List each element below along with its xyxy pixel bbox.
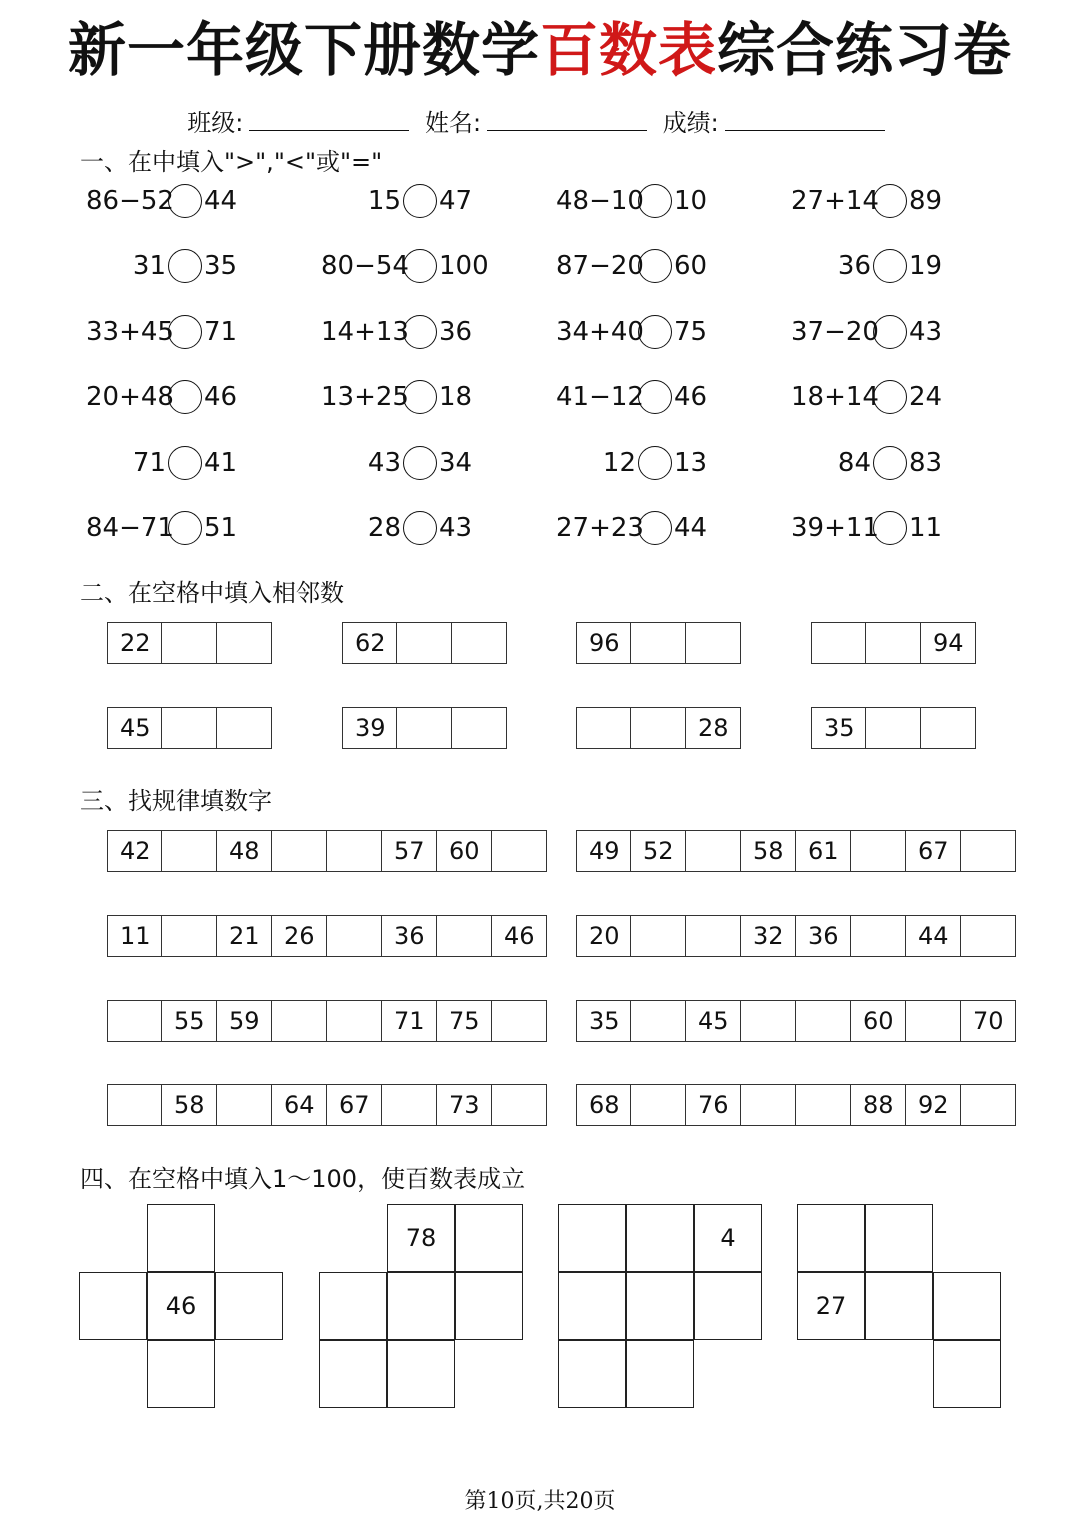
number-cell: 71 xyxy=(382,1000,437,1042)
pattern-row xyxy=(107,915,547,957)
blank-cell[interactable] xyxy=(217,1084,272,1126)
compare-left: 27+23 xyxy=(556,513,644,543)
blank-cell[interactable] xyxy=(631,622,686,664)
compare-left: 33+45 xyxy=(86,316,174,347)
compare-item xyxy=(321,313,472,351)
number-cell: 57 xyxy=(382,830,437,872)
compare-left: 31 xyxy=(132,251,166,282)
answer-circle[interactable] xyxy=(873,511,907,545)
compare-left: 12 xyxy=(602,447,636,478)
blank-cell[interactable] xyxy=(933,1340,1001,1408)
neighbor-group xyxy=(811,707,976,749)
blank-cell[interactable] xyxy=(851,830,906,872)
compare-item xyxy=(321,444,472,482)
number-cell: 21 xyxy=(217,915,272,957)
blank-cell[interactable] xyxy=(961,1084,1016,1126)
blank-cell[interactable] xyxy=(162,707,217,749)
blank-cell[interactable] xyxy=(631,1084,686,1126)
number-cell: 67 xyxy=(906,830,961,872)
blank-cell[interactable] xyxy=(327,915,382,957)
number-cell: 39 xyxy=(342,707,397,749)
pattern-row xyxy=(576,830,1016,872)
blank-cell[interactable] xyxy=(933,1272,1001,1340)
class-blank[interactable] xyxy=(249,106,409,131)
answer-circle[interactable] xyxy=(168,380,202,414)
compare-left: 37−20 xyxy=(791,316,879,347)
number-cell: 94 xyxy=(921,622,976,664)
neighbor-group xyxy=(576,622,741,664)
page-footer: 第10页,共20页 xyxy=(464,1489,616,1514)
answer-circle[interactable] xyxy=(638,249,672,283)
blank-cell[interactable] xyxy=(147,1204,215,1272)
compare-left: 39+11 xyxy=(791,513,879,543)
compare-left: 84 xyxy=(837,447,871,478)
compare-item xyxy=(86,247,237,285)
number-cell: 64 xyxy=(272,1084,327,1126)
answer-circle[interactable] xyxy=(168,446,202,480)
compare-left: 20+48 xyxy=(86,382,174,413)
compare-right: 51 xyxy=(204,513,238,543)
compare-item xyxy=(791,444,942,482)
compare-item xyxy=(86,182,237,220)
title-part2: 综合练习卷 xyxy=(717,16,1013,84)
compare-right: 71 xyxy=(204,316,238,347)
blank-cell[interactable] xyxy=(558,1204,626,1272)
number-cell: 92 xyxy=(906,1084,961,1126)
neighbor-group xyxy=(342,707,507,749)
compare-right: 83 xyxy=(909,447,943,478)
compare-right: 36 xyxy=(439,316,473,347)
number-cell: 75 xyxy=(437,1000,492,1042)
answer-circle[interactable] xyxy=(403,446,437,480)
compare-right: 60 xyxy=(674,251,708,282)
compare-item xyxy=(791,509,942,547)
compare-left: 71 xyxy=(132,447,166,478)
number-cell: 4 xyxy=(694,1204,762,1272)
blank-cell[interactable] xyxy=(686,915,741,957)
compare-item xyxy=(321,182,472,220)
blank-cell[interactable] xyxy=(686,622,741,664)
answer-circle[interactable] xyxy=(638,315,672,349)
number-cell: 88 xyxy=(851,1084,906,1126)
answer-circle[interactable] xyxy=(873,249,907,283)
compare-item xyxy=(791,247,942,285)
blank-cell[interactable] xyxy=(272,1000,327,1042)
neighbor-group xyxy=(576,707,741,749)
number-cell: 73 xyxy=(437,1084,492,1126)
blank-cell[interactable] xyxy=(796,1084,851,1126)
answer-circle[interactable] xyxy=(638,511,672,545)
number-cell: 59 xyxy=(217,1000,272,1042)
blank-cell[interactable] xyxy=(741,1000,796,1042)
blank-cell[interactable] xyxy=(626,1272,694,1340)
answer-circle[interactable] xyxy=(873,184,907,218)
blank-cell[interactable] xyxy=(397,622,452,664)
blank-cell[interactable] xyxy=(217,622,272,664)
blank-cell[interactable] xyxy=(107,1084,162,1126)
number-cell: 45 xyxy=(107,707,162,749)
blank-cell[interactable] xyxy=(811,622,866,664)
blank-cell[interactable] xyxy=(492,1000,547,1042)
compare-left: 48−10 xyxy=(556,186,644,216)
pattern-row xyxy=(576,1000,1016,1042)
blank-cell[interactable] xyxy=(797,1204,865,1272)
blank-cell[interactable] xyxy=(147,1340,215,1408)
blank-cell[interactable] xyxy=(79,1272,147,1340)
answer-circle[interactable] xyxy=(638,184,672,218)
number-cell: 27 xyxy=(797,1272,865,1340)
blank-cell[interactable] xyxy=(866,622,921,664)
compare-right: 41 xyxy=(204,447,238,478)
blank-cell[interactable] xyxy=(215,1272,283,1340)
number-cell: 76 xyxy=(686,1084,741,1126)
number-cell: 46 xyxy=(147,1272,215,1340)
compare-item xyxy=(791,313,942,351)
compare-left: 43 xyxy=(367,447,401,478)
compare-item xyxy=(321,378,472,416)
answer-circle[interactable] xyxy=(873,380,907,414)
compare-left: 36 xyxy=(837,251,871,282)
info-line xyxy=(0,106,1080,140)
blank-cell[interactable] xyxy=(921,707,976,749)
compare-item xyxy=(791,182,942,220)
blank-cell[interactable] xyxy=(455,1272,523,1340)
compare-right: 44 xyxy=(674,513,708,543)
compare-right: 89 xyxy=(909,186,943,216)
number-cell: 67 xyxy=(327,1084,382,1126)
blank-cell[interactable] xyxy=(437,915,492,957)
blank-cell[interactable] xyxy=(961,915,1016,957)
compare-item xyxy=(86,313,237,351)
answer-circle[interactable] xyxy=(403,315,437,349)
number-cell: 96 xyxy=(576,622,631,664)
blank-cell[interactable] xyxy=(272,830,327,872)
compare-right: 19 xyxy=(909,251,943,282)
blank-cell[interactable] xyxy=(576,707,631,749)
number-cell: 11 xyxy=(107,915,162,957)
blank-cell[interactable] xyxy=(327,1000,382,1042)
page-title xyxy=(0,14,1080,86)
compare-right: 75 xyxy=(674,316,708,347)
compare-right: 46 xyxy=(674,382,708,413)
section-2-heading: 二、在空格中填入相邻数 xyxy=(80,579,344,607)
blank-cell[interactable] xyxy=(319,1272,387,1340)
blank-cell[interactable] xyxy=(866,707,921,749)
pattern-row xyxy=(107,1084,547,1126)
answer-circle[interactable] xyxy=(168,315,202,349)
compare-item xyxy=(321,509,472,547)
blank-cell[interactable] xyxy=(162,915,217,957)
pattern-row xyxy=(107,830,547,872)
number-cell: 26 xyxy=(272,915,327,957)
answer-circle[interactable] xyxy=(168,511,202,545)
answer-circle[interactable] xyxy=(403,184,437,218)
compare-item xyxy=(556,444,707,482)
compare-left: 15 xyxy=(367,186,401,216)
compare-left: 13+25 xyxy=(321,382,409,413)
blank-cell[interactable] xyxy=(327,830,382,872)
compare-right: 13 xyxy=(674,447,708,478)
answer-circle[interactable] xyxy=(403,380,437,414)
score-blank[interactable] xyxy=(725,106,885,131)
number-cell: 68 xyxy=(576,1084,631,1126)
compare-left: 14+13 xyxy=(321,316,409,347)
name-blank[interactable] xyxy=(487,106,647,131)
compare-right: 10 xyxy=(674,186,708,216)
blank-cell[interactable] xyxy=(387,1272,455,1340)
answer-circle[interactable] xyxy=(638,380,672,414)
blank-cell[interactable] xyxy=(558,1340,626,1408)
compare-left: 86−52 xyxy=(86,186,174,216)
blank-cell[interactable] xyxy=(387,1340,455,1408)
compare-right: 35 xyxy=(204,251,238,282)
blank-cell[interactable] xyxy=(631,915,686,957)
compare-right: 47 xyxy=(439,186,473,216)
number-cell: 20 xyxy=(576,915,631,957)
compare-left: 34+40 xyxy=(556,316,644,347)
section-3-heading: 三、找规律填数字 xyxy=(80,787,272,815)
compare-left: 27+14 xyxy=(791,186,879,216)
blank-cell[interactable] xyxy=(694,1272,762,1340)
number-cell: 58 xyxy=(162,1084,217,1126)
compare-item xyxy=(556,247,707,285)
answer-circle[interactable] xyxy=(168,184,202,218)
compare-item xyxy=(86,509,237,547)
compare-right: 43 xyxy=(439,513,473,543)
number-cell: 42 xyxy=(107,830,162,872)
number-cell: 55 xyxy=(162,1000,217,1042)
compare-right: 11 xyxy=(909,513,943,543)
compare-left: 28 xyxy=(367,513,401,543)
blank-cell[interactable] xyxy=(397,707,452,749)
section-4-heading: 四、在空格中填入1～100，使百数表成立 xyxy=(80,1165,526,1193)
compare-right: 24 xyxy=(909,382,943,413)
answer-circle[interactable] xyxy=(873,446,907,480)
number-cell: 28 xyxy=(686,707,741,749)
blank-cell[interactable] xyxy=(452,622,507,664)
answer-circle[interactable] xyxy=(168,249,202,283)
blank-cell[interactable] xyxy=(217,707,272,749)
blank-cell[interactable] xyxy=(626,1204,694,1272)
number-cell: 44 xyxy=(906,915,961,957)
number-cell: 49 xyxy=(576,830,631,872)
pattern-row xyxy=(576,1084,1016,1126)
number-cell: 22 xyxy=(107,622,162,664)
compare-left: 41−12 xyxy=(556,382,644,413)
blank-cell[interactable] xyxy=(452,707,507,749)
neighbor-group xyxy=(811,622,976,664)
blank-cell[interactable] xyxy=(741,1084,796,1126)
blank-cell[interactable] xyxy=(851,915,906,957)
compare-left: 84−71 xyxy=(86,513,174,543)
compare-item xyxy=(556,509,707,547)
neighbor-group xyxy=(107,622,272,664)
number-cell: 60 xyxy=(851,1000,906,1042)
neighbor-group xyxy=(342,622,507,664)
compare-item xyxy=(556,313,707,351)
answer-circle[interactable] xyxy=(873,315,907,349)
blank-cell[interactable] xyxy=(107,1000,162,1042)
number-cell: 32 xyxy=(741,915,796,957)
number-cell: 36 xyxy=(382,915,437,957)
compare-left: 18+14 xyxy=(791,382,879,413)
compare-right: 100 xyxy=(439,251,489,282)
number-cell: 61 xyxy=(796,830,851,872)
class-label: 班级: xyxy=(187,109,244,137)
compare-item xyxy=(86,378,237,416)
blank-cell[interactable] xyxy=(455,1204,523,1272)
blank-cell[interactable] xyxy=(162,830,217,872)
blank-cell[interactable] xyxy=(382,1084,437,1126)
score-label: 成绩: xyxy=(662,109,719,137)
number-cell: 45 xyxy=(686,1000,741,1042)
compare-item xyxy=(556,182,707,220)
name-label: 姓名: xyxy=(424,109,482,137)
blank-cell[interactable] xyxy=(865,1272,933,1340)
compare-left: 87−20 xyxy=(556,251,644,282)
title-part1: 新一年级下册数学 xyxy=(67,16,540,84)
compare-right: 46 xyxy=(204,382,238,413)
number-cell: 36 xyxy=(796,915,851,957)
blank-cell[interactable] xyxy=(631,1000,686,1042)
blank-cell[interactable] xyxy=(631,707,686,749)
section-1-heading: 一、在中填入">","<"或"=" xyxy=(80,148,383,176)
answer-circle[interactable] xyxy=(403,511,437,545)
blank-cell[interactable] xyxy=(906,1000,961,1042)
compare-right: 44 xyxy=(204,186,238,216)
number-cell: 58 xyxy=(741,830,796,872)
blank-cell[interactable] xyxy=(492,1084,547,1126)
compare-right: 18 xyxy=(439,382,473,413)
blank-cell[interactable] xyxy=(796,1000,851,1042)
number-cell: 60 xyxy=(437,830,492,872)
answer-circle[interactable] xyxy=(638,446,672,480)
blank-cell[interactable] xyxy=(558,1272,626,1340)
neighbor-group xyxy=(107,707,272,749)
compare-item xyxy=(556,378,707,416)
blank-cell[interactable] xyxy=(865,1204,933,1272)
number-cell: 48 xyxy=(217,830,272,872)
compare-right: 34 xyxy=(439,447,473,478)
pattern-row xyxy=(576,915,1016,957)
number-cell: 70 xyxy=(961,1000,1016,1042)
compare-right: 43 xyxy=(909,316,943,347)
blank-cell[interactable] xyxy=(492,830,547,872)
number-cell: 78 xyxy=(387,1204,455,1272)
compare-item xyxy=(321,247,489,285)
blank-cell[interactable] xyxy=(686,830,741,872)
pattern-row xyxy=(107,1000,547,1042)
blank-cell[interactable] xyxy=(961,830,1016,872)
number-cell: 46 xyxy=(492,915,547,957)
compare-left: 80−54 xyxy=(321,251,409,282)
number-cell: 52 xyxy=(631,830,686,872)
title-highlight: 百数表 xyxy=(539,16,717,84)
blank-cell[interactable] xyxy=(626,1340,694,1408)
blank-cell[interactable] xyxy=(162,622,217,664)
number-cell: 35 xyxy=(811,707,866,749)
number-cell: 62 xyxy=(342,622,397,664)
blank-cell[interactable] xyxy=(319,1340,387,1408)
number-cell: 35 xyxy=(576,1000,631,1042)
answer-circle[interactable] xyxy=(403,249,437,283)
compare-item xyxy=(86,444,237,482)
compare-item xyxy=(791,378,942,416)
